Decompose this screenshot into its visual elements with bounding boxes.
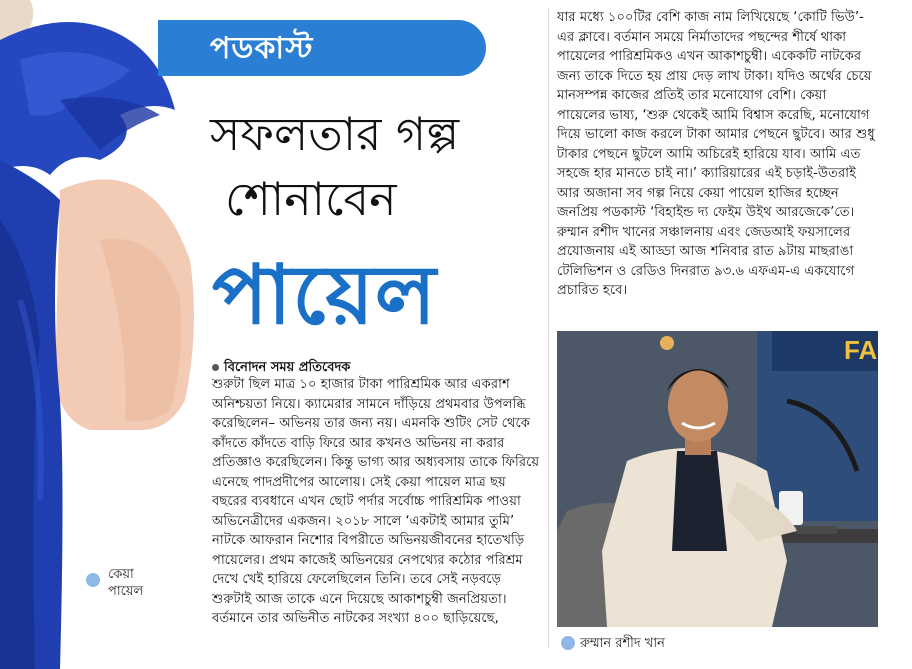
column-divider bbox=[548, 8, 549, 648]
caption-dot-icon bbox=[86, 573, 100, 587]
section-tag-bar bbox=[158, 20, 486, 76]
headline-name: পায়েল bbox=[212, 248, 437, 343]
studio-sign: FA bbox=[844, 335, 878, 365]
body-column-left bbox=[212, 375, 542, 629]
body-text-right: যার মধ্যে ১০০টির বেশি কাজ নাম লিখিয়েছে ‘কোটি ভিউ’-এর ক্লাবে। বর্তমান সময়ে নির্মাতাদের পছন্দের শীর্ষে থাকা পায়েলের পারিশ্রমিকও এখন আকাশচুম্বী। একেকটি নাটকের জন্য তাকে দিতে হয় প্রায় দেড় লাখ টাকা। যদিও অর্থের চেয়ে মানসম্পন্ন কাজের প্রতিই তার মনোযোগ বেশি। কেয়া পায়েলের ভাষ্য, ‘শুরু থেকেই আমি বিশ্বাস করেছি, মনোযোগ দিয়ে ভালো কাজ করলে টাকা আমার পেছনে ছুটবে। আর শুধু টাকার পেছনে ছুটলে আমি অচিরেই হারিয়ে যাব। আমি এত সহজে হার মানতে চাই না।’ ক্যারিয়ারের এই চড়াই-উতরাই আর অজানা সব গল্প নিয়ে কেয়া পায়েল হাজির হচ্ছেন জনপ্রিয় পডকাস্ট ‘বিহাইন্ড দ্য ফেইম উইথ আরজেকে’তে। রুম্মান রশীদ খানের সঞ্চালনায় এবং জেডআই ফয়সালের প্রযোজনায় এই আড্ডা আজ শনিবার রাত ৯টায় মাছরাঙা টেলিভিশন ও রেডিও দিনরাত ৯৩.৬ এফএম-এ একযোগে প্রচারিত হবে। bbox=[557, 10, 875, 298]
body-text-left: শুরুটা ছিল মাত্র ১০ হাজার টাকা পারিশ্রমিক আর একরাশ অনিশ্চয়তা নিয়ে। ক্যামেরার সামনে দাঁড়িয়ে প্রথমবার উপলব্ধি করেছিলেন– অভিনয় তার জন্য নয়। এমনকি শুটিং সেট থেকে কাঁদতে কাঁদতে বাড়ি ফিরে আর কখনও অভিনয় না করার প্রতিজ্ঞাও করেছিলেন। কিন্তু ভাগ্য আর অধ্যবসায় তাকে ফিরিয়ে এনেছে পাদপ্রদীপের আলোয়। সেই কেয়া পায়েল মাত্র ছয় বছরের ব্যবধানে এখন ছোট পর্দার সর্বোচ্চ পারিশ্রমিক পাওয়া অভিনেত্রীদের একজন। ২০১৮ সালে ‘একটাই আমার তুমি’ নাটকে আফরান নিশোর বিপরীতে অভিনয়জীবনের হাতেখড়ি পায়েলের। প্রথম কাজেই অভিনয়ের নেপথ্যের কঠোর পরিশ্রম দেখে খেই হারিয়ে ফেলেছিলেন তিনি। তবে সেই নড়বড়ে শুরুটাই আজ তাকে এনে দিয়েছে আকাশচুম্বী জনপ্রিয়তা। বর্তমানে তার অভিনীত নাটকের সংখ্যা ৪০০ ছাড়িয়েছে, bbox=[212, 377, 540, 626]
caption-left-line-1: কেয়া bbox=[108, 567, 134, 582]
caption-left-line-2: পায়েল bbox=[108, 584, 144, 599]
photo-rumman-rashid-khan bbox=[557, 331, 878, 627]
caption-right: রুম্মান রশীদ খান bbox=[580, 636, 665, 651]
byline-text: বিনোদন সময় প্রতিবেদক bbox=[224, 360, 351, 375]
section-tag: পডকাস্ট bbox=[210, 31, 314, 66]
bullet-icon bbox=[212, 364, 219, 371]
caption-dot-icon bbox=[561, 636, 575, 650]
headline-line-2: শোনাবেন bbox=[225, 172, 397, 226]
caption-left bbox=[108, 566, 143, 600]
body-column-right bbox=[557, 8, 875, 301]
headline-line-1: সফলতার গল্প bbox=[210, 107, 460, 161]
photo-keya-payel bbox=[0, 0, 200, 669]
